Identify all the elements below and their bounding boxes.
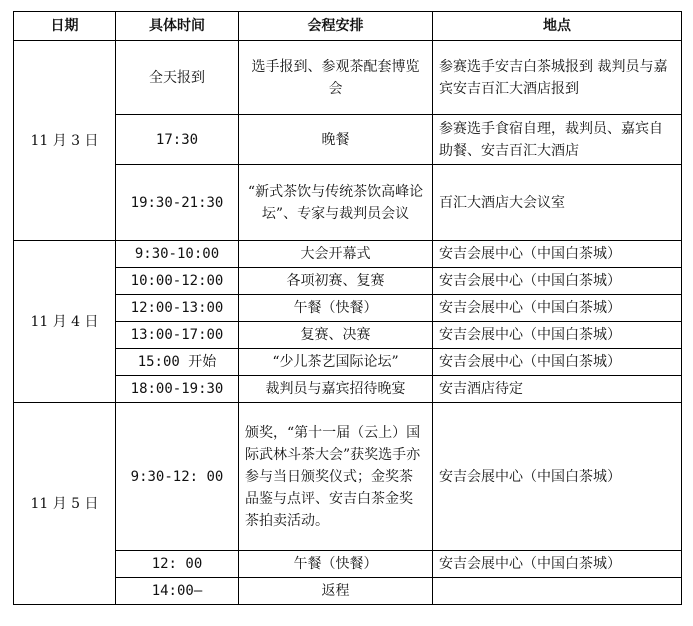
time-cell: 19:30-21:30 (116, 165, 239, 241)
header-time: 具体时间 (116, 12, 239, 41)
date-cell: 11 月 4 日 (14, 241, 116, 403)
header-row (14, 12, 682, 41)
event-cell: 颁奖，“第十一届（云上）国际武林斗茶大会”获奖选手亦参与当日颁奖仪式；金奖茶品鉴与点评、安吉白茶金奖茶拍卖活动。 (239, 403, 433, 551)
location-cell: 安吉会展中心（中国白茶城） (433, 403, 682, 551)
schedule-container (13, 11, 682, 605)
table-row (14, 241, 682, 268)
event-cell: “新式茶饮与传统茶饮高峰论坛”、专家与裁判员会议 (239, 165, 433, 241)
location-cell: 安吉酒店待定 (433, 376, 682, 403)
time-cell: 12: 00 (116, 551, 239, 578)
header-date: 日期 (14, 12, 116, 41)
location-cell: 安吉会展中心（中国白茶城） (433, 322, 682, 349)
location-cell: 参赛选手食宿自理，裁判员、嘉宾自助餐、安吉百汇大酒店 (433, 115, 682, 165)
time-cell: 9:30-12: 00 (116, 403, 239, 551)
event-cell: 复赛、决赛 (239, 322, 433, 349)
header-location: 地点 (433, 12, 682, 41)
time-cell: 12:00-13:00 (116, 295, 239, 322)
time-cell: 10:00-12:00 (116, 268, 239, 295)
date-cell: 11 月 3 日 (14, 41, 116, 241)
time-cell: 9:30-10:00 (116, 241, 239, 268)
event-cell: 午餐（快餐） (239, 551, 433, 578)
location-cell (433, 578, 682, 605)
time-cell: 15:00 开始 (116, 349, 239, 376)
event-cell: 选手报到、参观茶配套博览会 (239, 41, 433, 115)
location-cell: 安吉会展中心（中国白茶城） (433, 551, 682, 578)
time-cell: 14:00— (116, 578, 239, 605)
event-cell: 返程 (239, 578, 433, 605)
event-cell: 午餐（快餐） (239, 295, 433, 322)
event-cell: 晚餐 (239, 115, 433, 165)
table-row (14, 41, 682, 115)
event-cell: 裁判员与嘉宾招待晚宴 (239, 376, 433, 403)
date-cell: 11 月 5 日 (14, 403, 116, 605)
schedule-table (13, 11, 682, 605)
time-cell: 13:00-17:00 (116, 322, 239, 349)
location-cell: 安吉会展中心（中国白茶城） (433, 295, 682, 322)
location-cell: 安吉会展中心（中国白茶城） (433, 349, 682, 376)
location-cell: 参赛选手安吉白茶城报到 裁判员与嘉宾安吉百汇大酒店报到 (433, 41, 682, 115)
header-event: 会程安排 (239, 12, 433, 41)
location-cell: 百汇大酒店大会议室 (433, 165, 682, 241)
event-cell: 大会开幕式 (239, 241, 433, 268)
event-cell: 各项初赛、复赛 (239, 268, 433, 295)
location-cell: 安吉会展中心（中国白茶城） (433, 268, 682, 295)
location-cell: 安吉会展中心（中国白茶城） (433, 241, 682, 268)
time-cell: 17:30 (116, 115, 239, 165)
time-cell: 全天报到 (116, 41, 239, 115)
table-row (14, 403, 682, 551)
event-cell: “少儿茶艺国际论坛” (239, 349, 433, 376)
time-cell: 18:00-19:30 (116, 376, 239, 403)
